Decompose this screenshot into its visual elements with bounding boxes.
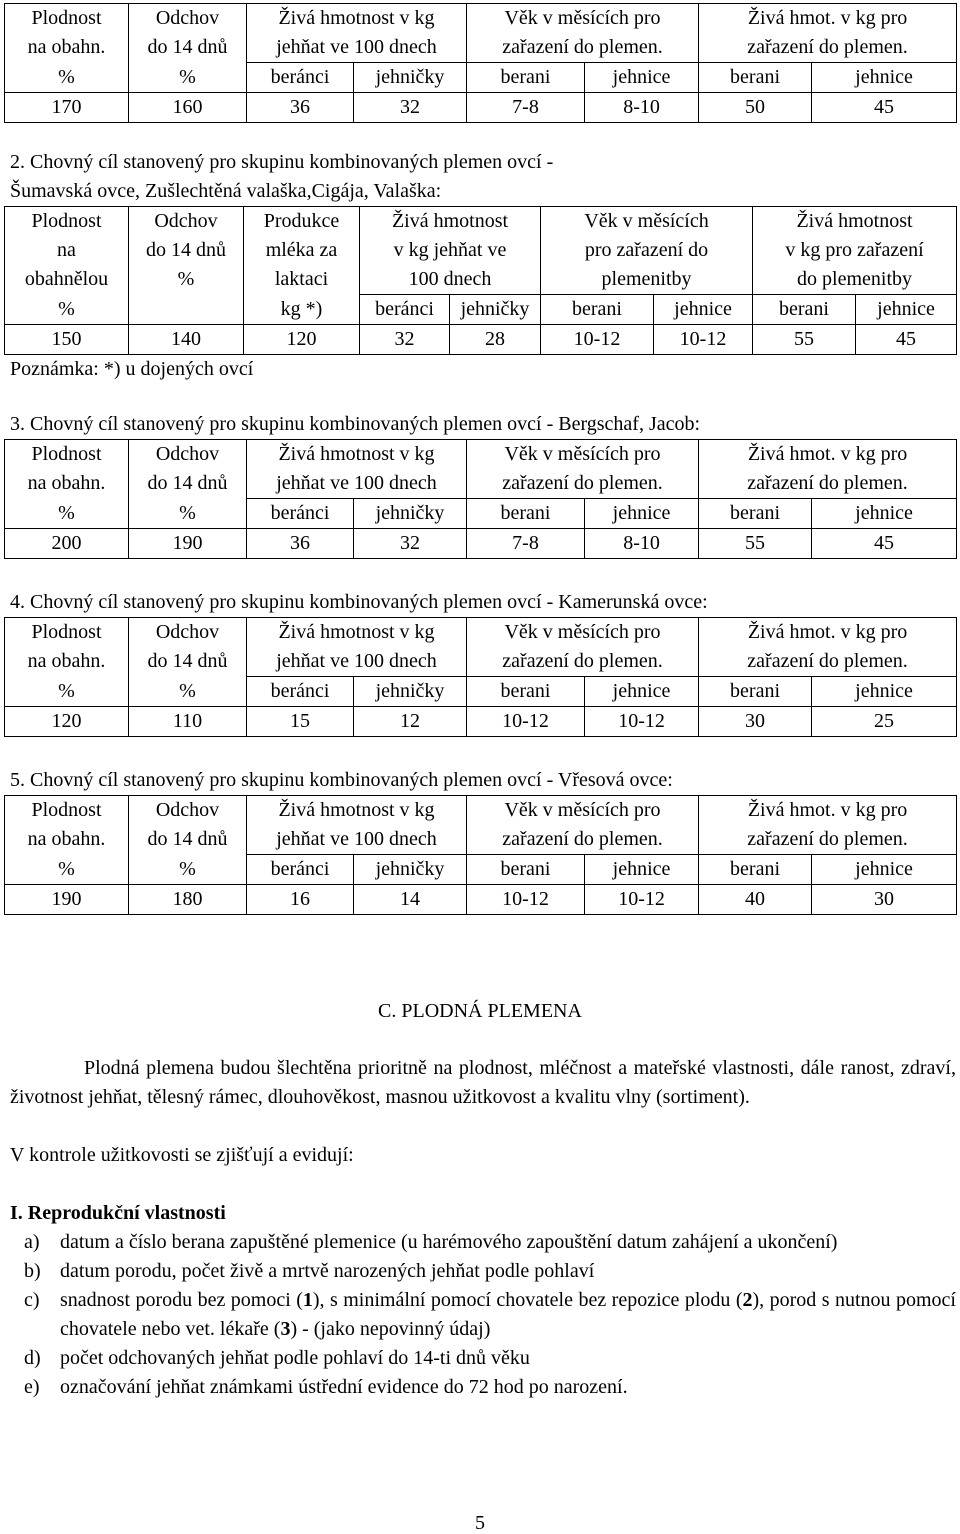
- value-cell: 150: [5, 325, 129, 355]
- header-cell: %: [5, 295, 129, 325]
- value-cell: 30: [812, 885, 957, 915]
- header-cell: Odchov: [129, 207, 244, 237]
- header-cell: jehnice: [585, 63, 699, 93]
- value-cell: 50: [699, 93, 812, 123]
- header-cell: Živá hmot. v kg pro: [699, 440, 957, 470]
- text-run: ) - (jako nepovinný údaj): [290, 1318, 491, 1340]
- value-cell: 14: [354, 885, 467, 915]
- header-cell: Plodnost: [5, 796, 129, 826]
- header-cell: Živá hmotnost v kg: [247, 618, 467, 648]
- header-cell: zařazení do plemen.: [699, 647, 957, 677]
- header-cell: jehničky: [450, 295, 541, 325]
- value-cell: 55: [753, 325, 856, 355]
- header-cell: %: [129, 677, 247, 707]
- header-cell: Odchov: [129, 4, 247, 34]
- value-cell: 25: [812, 707, 957, 737]
- header-cell: berani: [699, 855, 812, 885]
- header-cell: Živá hmotnost v kg: [247, 440, 467, 470]
- header-cell: %: [129, 855, 247, 885]
- value-cell: 15: [247, 707, 354, 737]
- reproduction-subheading-text: I. Reprodukční vlastnosti: [10, 1202, 226, 1224]
- header-cell: jehňat ve 100 dnech: [247, 469, 467, 499]
- header-cell: jehnice: [812, 855, 957, 885]
- value-cell: 32: [354, 529, 467, 559]
- table-note: Poznámka: *) u dojených ovcí: [10, 358, 254, 380]
- value-cell: 7-8: [467, 93, 585, 123]
- list-item-text: datum a číslo berana zapuštěné plemenice (u harémového zapouštění datum zahájení a ukončení): [60, 1231, 838, 1253]
- value-cell: 10-12: [541, 325, 654, 355]
- header-cell: jehničky: [354, 63, 467, 93]
- header-cell: jehnice: [654, 295, 753, 325]
- value-cell: 140: [129, 325, 244, 355]
- header-cell: Živá hmot. v kg pro: [699, 618, 957, 648]
- value-cell: 7-8: [467, 529, 585, 559]
- header-cell: v kg jehňat ve: [360, 236, 541, 265]
- header-cell: zařazení do plemen.: [467, 33, 699, 63]
- value-cell: 160: [129, 93, 247, 123]
- header-cell: jehnice: [812, 63, 957, 93]
- header-cell: jehnice: [812, 499, 957, 529]
- header-cell: do 14 dnů: [129, 647, 247, 677]
- header-cell: %: [5, 855, 129, 885]
- header-cell: 100 dnech: [360, 265, 541, 295]
- value-cell: 10-12: [585, 885, 699, 915]
- section-c-title: C. PLODNÁ PLEMENA: [378, 1000, 582, 1022]
- value-cell: 110: [129, 707, 247, 737]
- header-cell: v kg pro zařazení: [753, 236, 957, 265]
- breeding-goal-table-2: [4, 206, 957, 355]
- header-cell: Živá hmotnost: [360, 207, 541, 237]
- breeding-goal-table-4: [4, 617, 957, 737]
- header-cell: do 14 dnů: [129, 469, 247, 499]
- header-cell: Odchov: [129, 796, 247, 826]
- list-item: [10, 1257, 956, 1286]
- header-cell: jehničky: [354, 677, 467, 707]
- header-cell: Živá hmotnost v kg: [247, 4, 467, 34]
- text-run: ), porod s nutnou pomocí chovatele nebo vet. lékaře (: [60, 1289, 956, 1340]
- header-cell: plemenitby: [541, 265, 753, 295]
- header-cell: berani: [699, 63, 812, 93]
- list-item: [10, 1228, 956, 1257]
- header-cell: beránci: [360, 295, 450, 325]
- value-cell: 170: [5, 93, 129, 123]
- header-cell: zařazení do plemen.: [699, 33, 957, 63]
- header-cell: jehnice: [585, 855, 699, 885]
- header-cell: beránci: [247, 677, 354, 707]
- header-cell: zařazení do plemen.: [467, 469, 699, 499]
- header-cell: laktaci: [244, 265, 360, 295]
- header-cell: berani: [541, 295, 654, 325]
- header-cell: Věk v měsících: [541, 207, 753, 237]
- header-cell: %: [129, 265, 244, 295]
- header-cell: Věk v měsících pro: [467, 618, 699, 648]
- list-item-text: [60, 1286, 956, 1344]
- header-cell: Plodnost: [5, 4, 129, 34]
- value-cell: 8-10: [585, 93, 699, 123]
- header-cell: do 14 dnů: [129, 236, 244, 265]
- header-cell: Věk v měsících pro: [467, 440, 699, 470]
- header-cell: Věk v měsících pro: [467, 4, 699, 34]
- bold-run: 2: [742, 1289, 753, 1311]
- header-cell: zařazení do plemen.: [467, 825, 699, 855]
- header-cell: kg *): [244, 295, 360, 325]
- header-cell: berani: [467, 499, 585, 529]
- list-marker: c): [24, 1289, 40, 1311]
- header-cell: berani: [467, 855, 585, 885]
- reproduction-subheading: [4, 1199, 956, 1228]
- header-cell: %: [5, 677, 129, 707]
- page-number: 5: [475, 1512, 485, 1534]
- header-cell: mléka za: [244, 236, 360, 265]
- header-cell: jehničky: [354, 855, 467, 885]
- value-cell: 10-12: [654, 325, 753, 355]
- header-cell: Živá hmotnost: [753, 207, 957, 237]
- header-cell: na obahn.: [5, 33, 129, 63]
- value-cell: 40: [699, 885, 812, 915]
- section-2-title: 2. Chovný cíl stanovený pro skupinu kombinovaných plemen ovcí -: [10, 151, 554, 173]
- header-cell: na obahn.: [5, 469, 129, 499]
- header-cell: Živá hmotnost v kg: [247, 796, 467, 826]
- header-cell: do plemenitby: [753, 265, 957, 295]
- value-cell: 190: [129, 529, 247, 559]
- value-cell: 16: [247, 885, 354, 915]
- header-cell: %: [5, 499, 129, 529]
- value-cell: 10-12: [467, 707, 585, 737]
- list-marker: d): [24, 1347, 41, 1369]
- header-cell: jehnice: [812, 677, 957, 707]
- header-cell: berani: [467, 63, 585, 93]
- breeding-goal-table-1: [4, 3, 957, 123]
- header-cell: na: [5, 236, 129, 265]
- value-cell: 45: [856, 325, 957, 355]
- header-cell: Plodnost: [5, 618, 129, 648]
- value-cell: 32: [360, 325, 450, 355]
- value-cell: 190: [5, 885, 129, 915]
- reproduction-list: [4, 1228, 956, 1402]
- header-cell: %: [129, 499, 247, 529]
- breeding-goal-table-5: [4, 795, 957, 915]
- list-item-text: počet odchovaných jehňat podle pohlaví do 14-ti dnů věku: [60, 1347, 530, 1369]
- section-5-title: 5. Chovný cíl stanovený pro skupinu kombinovaných plemen ovcí - Vřesová ovce:: [10, 769, 673, 791]
- header-cell: jehnice: [585, 677, 699, 707]
- header-cell: Plodnost: [5, 440, 129, 470]
- header-cell: Živá hmot. v kg pro: [699, 4, 957, 34]
- value-cell: 120: [5, 707, 129, 737]
- document-page: [4, 0, 956, 1402]
- value-cell: 180: [129, 885, 247, 915]
- header-cell: do 14 dnů: [129, 825, 247, 855]
- header-cell: %: [129, 63, 247, 93]
- header-cell: jehnice: [585, 499, 699, 529]
- value-cell: 32: [354, 93, 467, 123]
- header-cell: [129, 295, 244, 325]
- header-cell: obahnělou: [5, 265, 129, 295]
- value-cell: 28: [450, 325, 541, 355]
- list-item-text: označování jehňat známkami ústřední evidence do 72 hod po narození.: [60, 1376, 628, 1398]
- value-cell: 55: [699, 529, 812, 559]
- text-run: snadnost porodu bez pomoci (: [60, 1289, 303, 1311]
- header-cell: zařazení do plemen.: [699, 825, 957, 855]
- header-cell: do 14 dnů: [129, 33, 247, 63]
- header-cell: Plodnost: [5, 207, 129, 237]
- list-item-text: datum porodu, počet živě a mrtvě narozených jehňat podle pohlaví: [60, 1260, 595, 1282]
- section-2-title-line2: Šumavská ovce, Zušlechtěná valaška,Cigája, Valaška:: [10, 180, 442, 202]
- value-cell: 36: [247, 93, 354, 123]
- value-cell: 200: [5, 529, 129, 559]
- list-item: [10, 1373, 956, 1402]
- header-cell: beránci: [247, 63, 354, 93]
- header-cell: zařazení do plemen.: [467, 647, 699, 677]
- header-cell: na obahn.: [5, 825, 129, 855]
- list-marker: e): [24, 1376, 40, 1398]
- section-c-intro: V kontrole užitkovosti se zjišťují a evidují:: [10, 1144, 354, 1166]
- header-cell: berani: [753, 295, 856, 325]
- header-cell: zařazení do plemen.: [699, 469, 957, 499]
- header-cell: berani: [467, 677, 585, 707]
- value-cell: 10-12: [467, 885, 585, 915]
- header-cell: jehničky: [354, 499, 467, 529]
- value-cell: 120: [244, 325, 360, 355]
- value-cell: 45: [812, 93, 957, 123]
- header-cell: berani: [699, 677, 812, 707]
- header-cell: Produkce: [244, 207, 360, 237]
- header-cell: jehňat ve 100 dnech: [247, 647, 467, 677]
- header-cell: jehňat ve 100 dnech: [247, 825, 467, 855]
- header-cell: beránci: [247, 855, 354, 885]
- value-cell: 8-10: [585, 529, 699, 559]
- header-cell: Věk v měsících pro: [467, 796, 699, 826]
- bold-run: 3: [280, 1318, 291, 1340]
- header-cell: berani: [699, 499, 812, 529]
- value-cell: 30: [699, 707, 812, 737]
- header-cell: Odchov: [129, 440, 247, 470]
- header-cell: Živá hmot. v kg pro: [699, 796, 957, 826]
- list-marker: a): [24, 1231, 40, 1253]
- header-cell: jehňat ve 100 dnech: [247, 33, 467, 63]
- value-cell: 12: [354, 707, 467, 737]
- header-cell: jehnice: [856, 295, 957, 325]
- value-cell: 36: [247, 529, 354, 559]
- text-run: ), s minimální pomocí chovatele bez repozice plodu (: [312, 1289, 743, 1311]
- list-item: [10, 1344, 956, 1373]
- header-cell: beránci: [247, 499, 354, 529]
- section-3-title: 3. Chovný cíl stanovený pro skupinu kombinovaných plemen ovcí - Bergschaf, Jacob:: [10, 413, 701, 435]
- list-item: [10, 1286, 956, 1344]
- header-cell: %: [5, 63, 129, 93]
- header-cell: na obahn.: [5, 647, 129, 677]
- section-4-title: 4. Chovný cíl stanovený pro skupinu kombinovaných plemen ovcí - Kamerunská ovce:: [10, 591, 708, 613]
- value-cell: 10-12: [585, 707, 699, 737]
- header-cell: Odchov: [129, 618, 247, 648]
- bold-run: 1: [302, 1289, 313, 1311]
- value-cell: 45: [812, 529, 957, 559]
- list-marker: b): [24, 1260, 41, 1282]
- section-c-paragraph: Plodná plemena budou šlechtěna prioritně na plodnost, mléčnost a mateřské vlastnosti, dále ranost, zdraví, životnost jehňat, tělesný rámec, dlouhověkost, masnou užitkovost a kvalitu vlny (sortiment).: [10, 1057, 956, 1108]
- breeding-goal-table-3: [4, 439, 957, 559]
- header-cell: pro zařazení do: [541, 236, 753, 265]
